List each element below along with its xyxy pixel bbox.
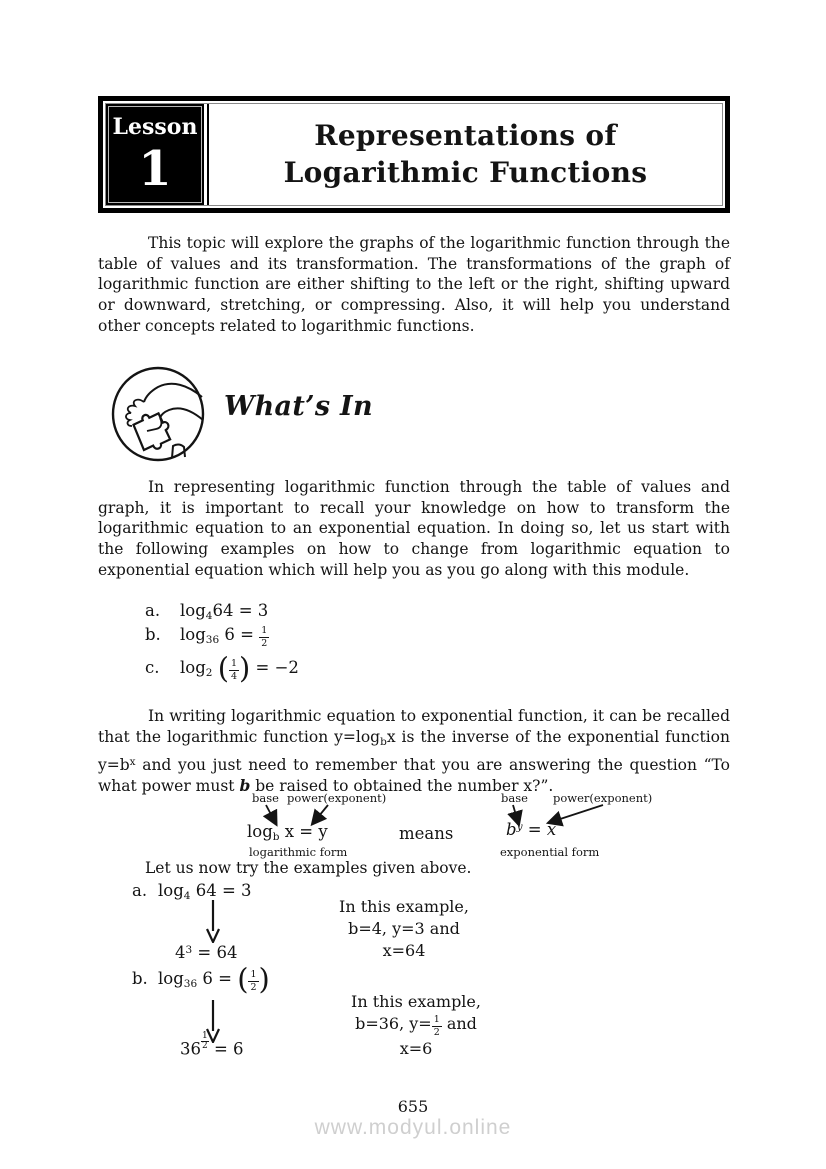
item-label: a. bbox=[132, 881, 148, 900]
log-equation-a: $\log_464 = 3$ bbox=[180, 601, 269, 622]
exponential-form-label: exponential form bbox=[500, 845, 600, 859]
diagram-base-label-right: base bbox=[501, 791, 528, 805]
superscript-x: x bbox=[129, 756, 136, 769]
diagram-power-label-left: power(exponent) bbox=[287, 791, 387, 805]
exponential-form-equation: $b^y = x$ bbox=[506, 820, 557, 839]
lesson-number-cell bbox=[106, 104, 207, 205]
worked-equation-b: $\log_{36} 6$ = ( $\frac{1}{2}$ ) bbox=[158, 962, 270, 996]
logarithmic-form-label: logarithmic form bbox=[249, 845, 348, 859]
log-equation-c: $\log_2$ ( $\frac{1}{4}$ ) = −2 bbox=[180, 651, 299, 685]
logarithmic-form-equation: $\log_b x = y$ bbox=[247, 822, 328, 843]
recall-paragraph: In representing logarithmic function through the table of values and graph, it is important to recall your knowledge on how to transform the logarithmic equation to an exponential equation. In doing so, let us start with the following examples on how to change from logarithmic equation to exponential equation which will help you as you go along with this module. bbox=[98, 478, 730, 579]
example-item-c bbox=[145, 651, 299, 685]
whats-in-heading: What’s In bbox=[224, 391, 373, 422]
diagram-power-label-right: power(exponent) bbox=[553, 791, 653, 805]
lesson-header-inner bbox=[105, 103, 723, 206]
lesson-title-line1: Representations of bbox=[314, 119, 617, 153]
writing-paragraph: In writing logarithmic equation to exponential function, it can be recalled that the logarithmic function $y=\log_bx$ is the inverse of the exponential function $y=b^x$ and you just need to remember that you are answering the question “To what power must b be raised to obtained the number x?”. bbox=[98, 707, 730, 796]
hand-puzzle-icon bbox=[110, 365, 206, 467]
log-equation-b: $\log_{36} 6$ = $\frac{1}{2}$ bbox=[180, 625, 268, 649]
lesson-title-line2: Logarithmic Functions bbox=[283, 155, 648, 189]
subscript-b: b bbox=[380, 735, 387, 748]
worked-result-b: 36 $\frac{1}{2}$ = 6 bbox=[180, 1031, 244, 1059]
item-label: a. bbox=[145, 601, 161, 620]
lesson-number: 1 bbox=[138, 141, 172, 197]
intro-paragraph: This topic will explore the graphs of the logarithmic function through the table of values and its transformation. The transformations of the graph of logarithmic function are either shifting to the left or the right, shifting upward or downward, stretching, or compressing. Also, it will help you understand other concepts related to logarithmic functions. bbox=[98, 234, 730, 335]
worked-note-a: In this example, b=4, y=3 and x=64 bbox=[339, 897, 469, 960]
page-number: 655 bbox=[397, 1097, 429, 1116]
example-item-b bbox=[145, 625, 269, 649]
diagram-base-label-left: base bbox=[252, 791, 279, 805]
down-arrow-icon bbox=[204, 900, 222, 947]
bold-b: b bbox=[239, 776, 251, 796]
worked-equation-a: $\log_4 64 = 3$ bbox=[158, 881, 252, 902]
worked-example-b bbox=[132, 962, 270, 996]
item-label: b. bbox=[145, 625, 161, 644]
example-item-a bbox=[145, 601, 268, 622]
lesson-label: Lesson bbox=[112, 114, 198, 140]
worked-result-a: $4^3 = 64$ bbox=[175, 943, 238, 962]
watermark: www.modyul.online bbox=[314, 1116, 512, 1139]
item-label: c. bbox=[145, 658, 160, 677]
item-label: b. bbox=[132, 969, 148, 988]
worked-intro-line: Let us now try the examples given above. bbox=[145, 859, 472, 877]
worked-example-a bbox=[132, 881, 252, 902]
means-connector: means bbox=[399, 824, 454, 843]
lesson-header bbox=[98, 96, 730, 213]
worked-note-b: In this example, b=36, y= $\frac{1}{2}$ and x=6 bbox=[351, 992, 481, 1058]
lesson-title bbox=[209, 104, 722, 205]
